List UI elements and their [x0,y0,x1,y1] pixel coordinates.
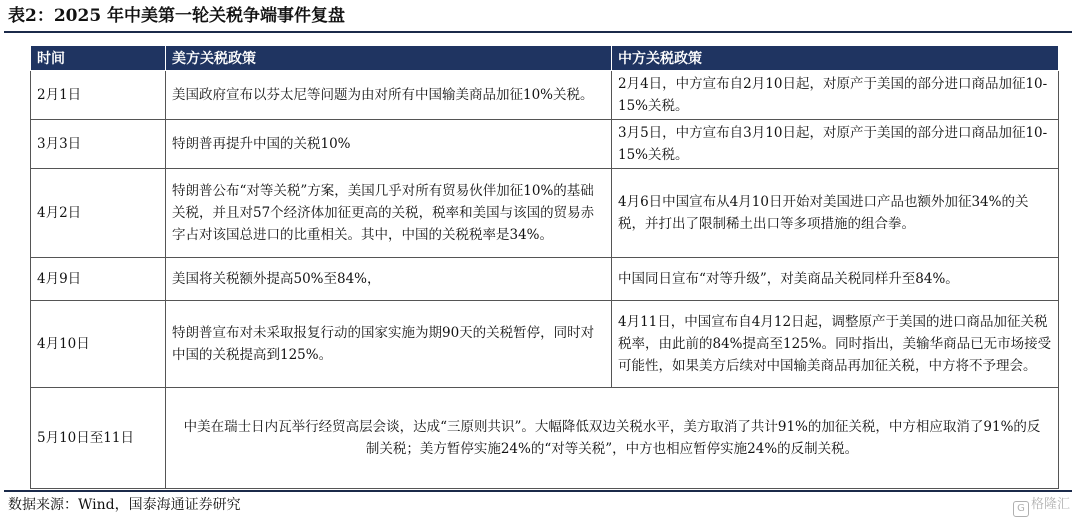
row-cn-policy: 4月6日中国宣布从4月10日开始对美国进口产品也额外加征34%的关税，并打出了限制稀土出口等多项措施的组合拳。 [612,169,1059,258]
row-date: 3月3日 [31,120,166,169]
watermark-text: 格隆汇 [1030,497,1070,512]
row-cn-policy: 3月5日，中方宣布自3月10日起，对原产于美国的部分进口商品加征10-15%关税。 [612,120,1059,169]
title-rule [4,31,1072,33]
row-cn-policy: 4月11日，中国宣布自4月12日起，调整原产于美国的进口商品加征关税税率，由此前的84%提高至125%。同时指出，美输华商品已无市场接受可能性，如果美方后续对中国输美商品再加征关税，中方将不予理会。 [612,301,1059,388]
row-cn-policy: 中国同日宣布“对等升级”，对美商品关税同样升至84%。 [612,258,1059,301]
table-header-row [31,46,1059,71]
row-us-policy: 特朗普再提升中国的关税10% [166,120,612,169]
row-date: 2月1日 [31,71,166,120]
row-us-policy: 特朗普宣布对未采取报复行动的国家实施为期90天的关税暂停，同时对中国的关税提高到125%。 [166,301,612,388]
row-cn-policy: 2月4日，中方宣布自2月10日起，对原产于美国的部分进口商品加征10-15%关税。 [612,71,1059,120]
row-us-policy: 美国政府宣布以芬太尼等问题为由对所有中国输美商品加征10%关税。 [166,71,612,120]
row-date: 4月2日 [31,169,166,258]
row-date: 4月9日 [31,258,166,301]
col-header-time: 时间 [31,46,166,71]
row-joint-policy: 中美在瑞士日内瓦举行经贸高层会谈，达成“三原则共识”。大幅降低双边关税水平，美方取消了共计91%的加征关税，中方相应取消了91%的反制关税；美方暂停实施24%的“对等关税”，中方也相应暂停实施24%的反制关税。 [166,388,1059,489]
table-row [31,71,1059,120]
data-source: 数据来源：Wind，国泰海通证券研究 [8,497,241,513]
row-us-policy: 美国将关税额外提高50%至84%， [166,258,612,301]
tariff-events-table [30,45,1059,489]
table-title: 表2：2025 年中美第一轮关税争端事件复盘 [8,6,346,26]
table-row [31,301,1059,388]
watermark [1013,494,1070,517]
row-us-policy: 特朗普公布“对等关税”方案，美国几乎对所有贸易伙伴加征10%的基础关税，并且对57个经济体加征更高的关税，税率和美国与该国的贸易赤字占对该国总进口的比重相关。其中，中国的关税税率是34%。 [166,169,612,258]
table-row [31,169,1059,258]
col-header-cn-policy: 中方关税政策 [612,46,1059,71]
footer-rule [4,490,1072,492]
table-row [31,388,1059,489]
row-date: 5月10日至11日 [31,388,166,489]
table-row [31,120,1059,169]
watermark-logo-icon: G [1013,501,1029,517]
table-row [31,258,1059,301]
row-date: 4月10日 [31,301,166,388]
col-header-us-policy: 美方关税政策 [166,46,612,71]
